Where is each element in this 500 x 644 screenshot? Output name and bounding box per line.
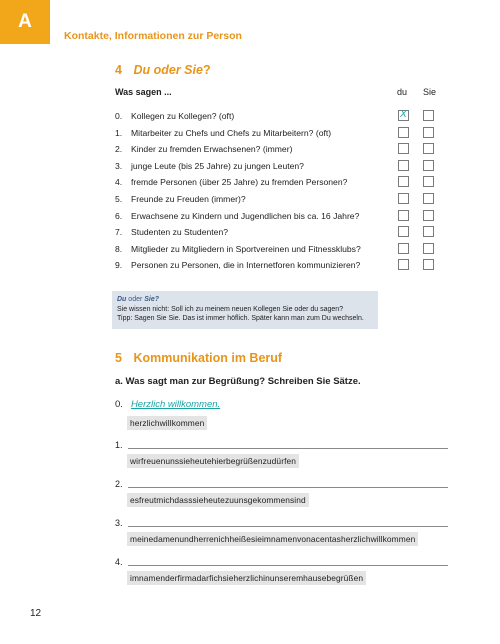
section-5-number: 5: [115, 351, 122, 365]
exercise-row: [115, 142, 485, 156]
exercise-row: [115, 175, 485, 189]
row-number: 6.: [115, 210, 123, 221]
checkbox-du[interactable]: [398, 243, 409, 254]
answer-line[interactable]: [128, 487, 448, 488]
checkbox-du[interactable]: [398, 110, 409, 121]
checkbox-sie[interactable]: [423, 127, 434, 138]
checkbox-sie[interactable]: [423, 243, 434, 254]
info-box: [112, 291, 378, 329]
checkbox-mark: X: [400, 109, 407, 120]
checkbox-sie[interactable]: [423, 110, 434, 121]
checkbox-du[interactable]: [398, 143, 409, 154]
answer-line[interactable]: [128, 526, 448, 527]
row-number: 9.: [115, 260, 123, 271]
exercise-row: [115, 258, 485, 272]
title-sie: Sie: [184, 63, 203, 77]
example-0-number: 0.: [115, 399, 123, 410]
checkbox-du[interactable]: [398, 226, 409, 237]
row-number: 0.: [115, 111, 123, 121]
answer-line[interactable]: [128, 565, 448, 566]
checkbox-du[interactable]: [398, 193, 409, 204]
example-0-hint: herzlichwillkommen: [127, 416, 207, 430]
row-text: Personen zu Personen, die in Internetforen kommunizieren?: [131, 260, 361, 271]
exercise-row: [115, 159, 485, 173]
checkbox-sie[interactable]: [423, 143, 434, 154]
title-oder: oder: [153, 63, 181, 77]
page-number: 12: [30, 608, 42, 619]
scrambled-hint: meinedamenundherrenichheißesieimnamenvonacentasherzlichwillkommen: [127, 532, 418, 546]
checkbox-sie[interactable]: [423, 176, 434, 187]
column-header-du: du: [397, 87, 408, 97]
row-text: Mitarbeiter zu Chefs und Chefs zu Mitarbeitern? (oft): [131, 127, 332, 138]
scrambled-hint: esfreutmichdasssieheutezuunsgekommensind: [127, 493, 309, 507]
row-number: 3.: [115, 160, 123, 171]
row-number: 2.: [115, 144, 123, 155]
scrambled-hint: wirfreuenunssieheutehierbegrüßenzudürfen: [127, 454, 299, 468]
row-text: Kollegen zu Kollegen? (oft): [131, 111, 235, 121]
row-text: Kinder zu fremden Erwachsenen? (immer): [131, 144, 293, 155]
section-5-title-text: Kommunikation im Beruf: [133, 351, 283, 365]
exercise-row: [115, 109, 485, 123]
item-number: 4.: [115, 557, 123, 567]
section-5-title: [115, 351, 282, 365]
row-text: fremde Personen (über 25 Jahre) zu fremden Personen?: [131, 177, 348, 188]
scrambled-hint: imnamenderfirmadarfichsieherzlichinunseremhausebegrüßen: [127, 571, 366, 585]
info-title: Du oder Sie?: [117, 296, 160, 303]
checkbox-du[interactable]: [398, 259, 409, 270]
row-text: junge Leute (bis 25 Jahre) zu jungen Leuten?: [131, 160, 304, 171]
answer-line[interactable]: [128, 448, 448, 449]
row-text: Mitglieder zu Mitgliedern in Sportvereinen und Fitnessklubs?: [131, 243, 361, 254]
row-number: 5.: [115, 194, 123, 204]
checkbox-du[interactable]: [398, 176, 409, 187]
row-number: 7.: [115, 227, 123, 238]
chapter-title: Kontakte, Informationen zur Person: [64, 30, 242, 42]
chapter-tab: A: [0, 0, 50, 44]
checkbox-sie[interactable]: [423, 210, 434, 221]
item-number: 3.: [115, 518, 123, 528]
title-question-mark: ?: [202, 63, 211, 77]
exercise-row: [115, 209, 485, 223]
section-4-title: [115, 63, 211, 77]
question-heading: Was sagen ...: [115, 87, 172, 97]
checkbox-sie[interactable]: [423, 193, 434, 204]
exercise-row: [115, 192, 485, 206]
row-number: 4.: [115, 177, 123, 188]
row-text: Erwachsene zu Kindern und Jugendlichen bis ca. 16 Jahre?: [131, 210, 360, 221]
checkbox-sie[interactable]: [423, 259, 434, 270]
title-du: Du: [133, 63, 151, 77]
item-number: 2.: [115, 479, 123, 489]
task-a-instruction: a. Was sagt man zur Begrüßung? Schreiben Sie Sätze.: [115, 376, 361, 387]
exercise-row: [115, 225, 485, 239]
checkbox-du[interactable]: [398, 127, 409, 138]
info-line-1: Sie wissen nicht: Soll ich zu meinem neuen Kollegen Sie oder du sagen?: [117, 305, 344, 313]
checkbox-du[interactable]: [398, 160, 409, 171]
column-header-sie: Sie: [423, 87, 437, 97]
checkbox-sie[interactable]: [423, 160, 434, 171]
exercise-row: [115, 126, 485, 140]
section-4-number: 4: [115, 63, 122, 77]
row-number: 8.: [115, 243, 123, 254]
row-text: Studenten zu Studenten?: [131, 227, 228, 238]
row-number: 1.: [115, 127, 123, 138]
checkbox-du[interactable]: [398, 210, 409, 221]
row-text: Freunde zu Freuden (immer)?: [131, 194, 246, 204]
example-0: [115, 399, 220, 410]
checkbox-sie[interactable]: [423, 226, 434, 237]
example-0-answer: Herzlich willkommen.: [130, 399, 221, 410]
exercise-row: [115, 242, 485, 256]
item-number: 1.: [115, 440, 123, 450]
info-line-2: Tipp: Sagen Sie Sie. Das ist immer höflich. Später kann man zum Du wechseln.: [117, 315, 364, 322]
